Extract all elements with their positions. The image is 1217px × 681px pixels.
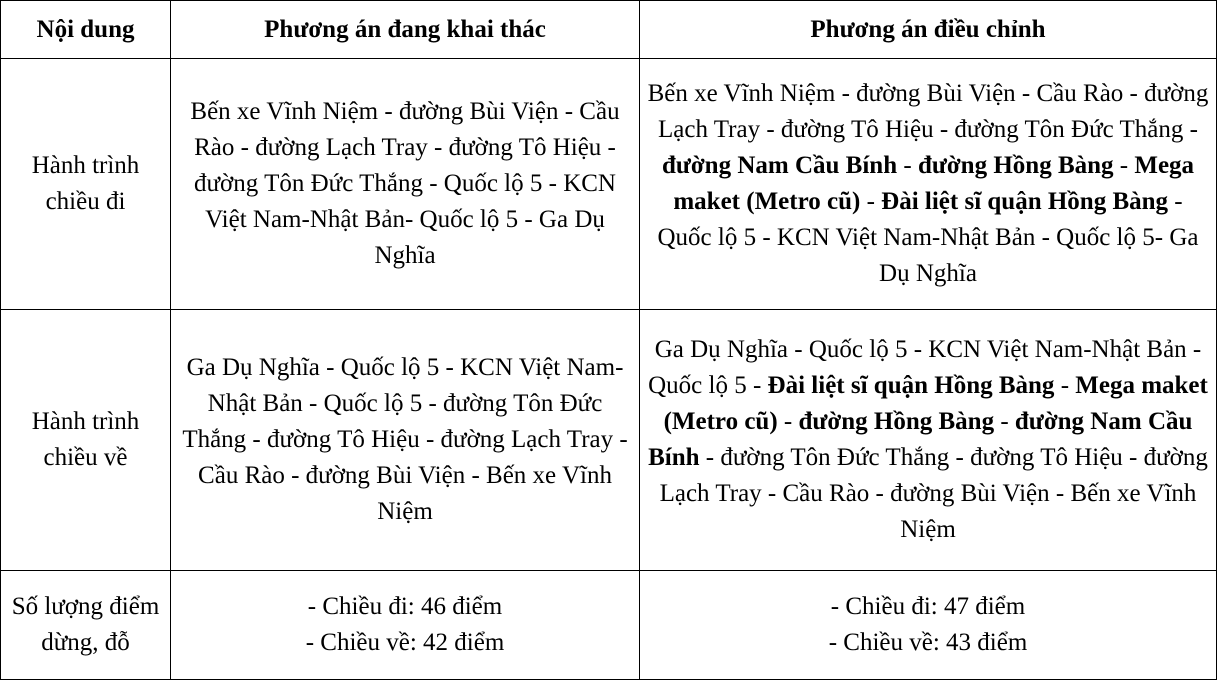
current-route-return: Ga Dụ Nghĩa - Quốc lộ 5 - KCN Việt Nam-Nhật Bản - Quốc lộ 5 - đường Tôn Đức Thắng - đường Tô Hiệu - đường Lạch Tray - Cầu Rào - đường Bùi Viện - Bến xe Vĩnh Niệm [171, 310, 640, 571]
route-segment: Ga Dụ Nghĩa - Quốc lộ 5 - KCN Việt Nam-Nhật Bản - Quốc lộ 5 - [648, 336, 1202, 399]
highlighted-route-segment: đường Hồng Bàng [798, 408, 995, 435]
current-stop-count [171, 571, 640, 680]
adjusted-stops-outbound: - Chiều đi: 47 điểm [830, 593, 1026, 620]
highlighted-route-segment: đường Hồng Bàng [917, 152, 1114, 179]
adjusted-stop-count [640, 571, 1217, 680]
header-adjusted-plan: Phương án điều chỉnh [640, 1, 1217, 59]
current-stops-return: - Chiều về: 42 điểm [305, 629, 505, 656]
table-row [1, 571, 1217, 680]
current-route-outbound: Bến xe Vĩnh Niệm - đường Bùi Viện - Cầu Rào - đường Lạch Tray - đường Tô Hiệu - đường Tôn Đức Thắng - Quốc lộ 5 - KCN Việt Nam-Nhật Bản- Quốc lộ 5 - Ga Dụ Nghĩa [171, 59, 640, 310]
route-segment: - [777, 408, 799, 435]
route-segment: - [897, 152, 918, 179]
header-current-plan: Phương án đang khai thác [171, 1, 640, 59]
row-label-return: Hành trình chiều về [1, 310, 171, 571]
route-segment: - Quốc lộ 5 - KCN Việt Nam-Nhật Bản - Quốc lộ 5- Ga Dụ Nghĩa [657, 188, 1199, 287]
route-segment: Bến xe Vĩnh Niệm - đường Bùi Viện - Cầu Rào - đường Lạch Tray - đường Tô Hiệu - đường Tôn Đức Thắng - [647, 80, 1209, 143]
adjusted-route-return [640, 310, 1217, 571]
highlighted-route-segment: Mega maket (Metro cũ) [673, 152, 1195, 215]
header-content: Nội dung [1, 1, 171, 59]
route-segment: - [994, 408, 1015, 435]
highlighted-route-segment: đường Nam Cầu Bính [661, 152, 898, 179]
highlighted-route-segment: đường Nam Cầu Bính [648, 408, 1193, 471]
route-segment: - [1113, 152, 1135, 179]
route-segment: - [860, 188, 882, 215]
table-row [1, 59, 1217, 310]
table-row [1, 310, 1217, 571]
adjusted-route-outbound [640, 59, 1217, 310]
adjusted-stops-return: - Chiều về: 43 điểm [828, 629, 1028, 656]
highlighted-route-segment: Đài liệt sĩ quận Hồng Bàng [767, 372, 1055, 399]
row-label-outbound: Hành trình chiều đi [1, 59, 171, 310]
table-header-row [1, 1, 1217, 59]
current-stops-outbound: - Chiều đi: 46 điểm [307, 593, 503, 620]
row-label-stop-count: Số lượng điểm dừng, đỗ [1, 571, 171, 680]
highlighted-route-segment: Mega maket (Metro cũ) [663, 372, 1208, 435]
route-segment: - đường Tôn Đức Thắng - đường Tô Hiệu - đường Lạch Tray - Cầu Rào - đường Bùi Viện - Bến xe Vĩnh Niệm [659, 444, 1208, 543]
route-segment: - [1054, 372, 1076, 399]
highlighted-route-segment: Đài liệt sĩ quận Hồng Bàng [881, 188, 1169, 215]
